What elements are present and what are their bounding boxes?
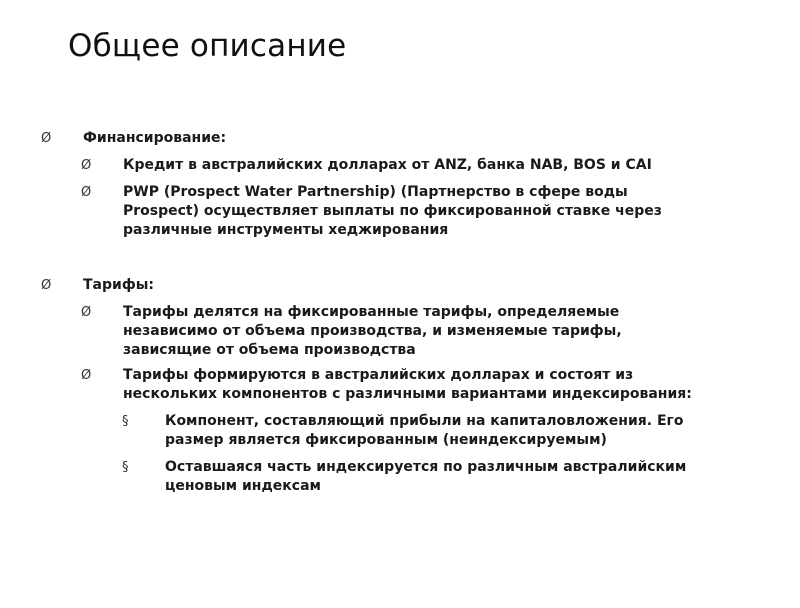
- list-item-line: зависящие от объема производства: [123, 342, 416, 358]
- bullet-icon: Ø: [41, 278, 52, 293]
- list-item-line: Prospect) осуществляет выплаты по фиксированной ставке через: [123, 203, 662, 219]
- sub-list-item-line: ценовым индексам: [165, 478, 321, 494]
- bullet-icon: Ø: [41, 131, 52, 146]
- list-item-line: нескольких компонентов с различными вариантами индексирования:: [123, 386, 692, 402]
- list-item-line: Кредит в австралийских долларах от ANZ, банка NAB, BOS и CAI: [123, 157, 652, 173]
- list-item-line: Тарифы делятся на фиксированные тарифы, определяемые: [123, 304, 620, 320]
- section-heading-financing: Финансирование:: [83, 130, 227, 146]
- sub-list-item-line: Оставшаяся часть индексируется по различным австралийским: [165, 459, 687, 475]
- section-heading-tariffs: Тарифы:: [83, 277, 154, 293]
- bullet-icon: Ø: [81, 185, 92, 200]
- bullet-icon: §: [122, 414, 129, 429]
- sub-list-item-line: Компонент, составляющий прибыли на капиталовложения. Его: [165, 413, 684, 429]
- bullet-icon: Ø: [81, 368, 92, 383]
- list-item-line: Тарифы формируются в австралийских долларах и состоят из: [123, 367, 634, 383]
- list-item-line: различные инструменты хеджирования: [123, 222, 449, 238]
- bullet-icon: §: [122, 460, 129, 475]
- bullet-icon: Ø: [81, 305, 92, 320]
- sub-list-item-line: размер является фиксированным (неиндексируемым): [165, 432, 607, 448]
- list-item-line: независимо от объема производства, и изменяемые тарифы,: [123, 323, 622, 339]
- list-item-line: PWP (Prospect Water Partnership) (Партнерство в сфере воды: [123, 184, 628, 200]
- page-title: Общее описание: [68, 28, 347, 64]
- bullet-icon: Ø: [81, 158, 92, 173]
